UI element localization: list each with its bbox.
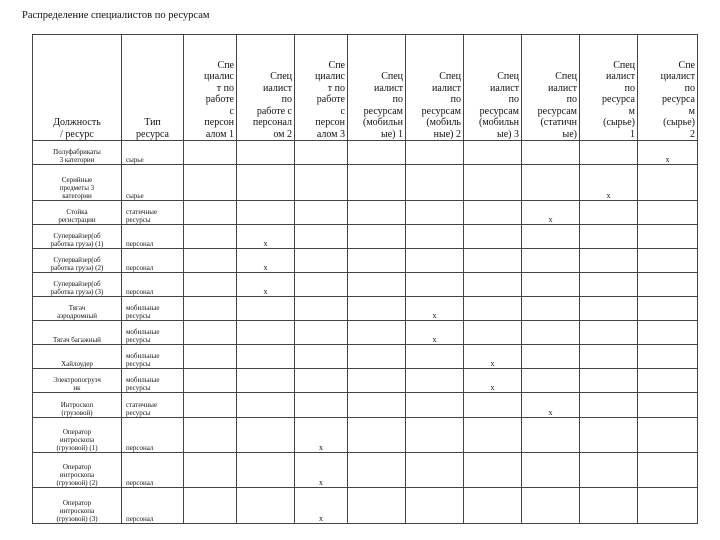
table-row	[33, 488, 698, 524]
document-title: Распределение специалистов по ресурсам	[22, 10, 210, 21]
empty-cell	[580, 417, 638, 452]
empty-cell	[580, 200, 638, 224]
empty-cell	[184, 369, 237, 393]
empty-cell	[464, 272, 522, 296]
empty-cell	[295, 297, 348, 321]
empty-cell	[237, 369, 295, 393]
column-header-5: Спец иалист по ресурсам (мобильн ые) 1	[348, 35, 406, 141]
position-cell: Электропогрузч ик	[33, 369, 122, 393]
empty-cell	[237, 141, 295, 165]
table-row	[33, 393, 698, 417]
empty-cell	[638, 165, 698, 200]
empty-cell	[237, 417, 295, 452]
resource-type-cell: персонал	[122, 248, 184, 272]
table-row	[33, 248, 698, 272]
empty-cell	[184, 488, 237, 524]
table-row	[33, 272, 698, 296]
empty-cell	[522, 321, 580, 345]
assignment-mark: x	[580, 165, 638, 200]
empty-cell	[295, 224, 348, 248]
empty-cell	[638, 272, 698, 296]
table-row	[33, 200, 698, 224]
empty-cell	[522, 297, 580, 321]
empty-cell	[348, 453, 406, 488]
empty-cell	[184, 417, 237, 452]
empty-cell	[184, 224, 237, 248]
empty-cell	[237, 165, 295, 200]
empty-cell	[464, 321, 522, 345]
assignment-mark: x	[237, 272, 295, 296]
resource-type-cell: персонал	[122, 488, 184, 524]
empty-cell	[237, 321, 295, 345]
position-cell: Супервайзер(об работка груза) (2)	[33, 248, 122, 272]
empty-cell	[184, 248, 237, 272]
empty-cell	[580, 297, 638, 321]
table-row	[33, 321, 698, 345]
empty-cell	[464, 297, 522, 321]
empty-cell	[237, 393, 295, 417]
empty-cell	[406, 393, 464, 417]
column-header-1: Тип ресурса	[122, 35, 184, 141]
assignment-mark: x	[522, 393, 580, 417]
empty-cell	[348, 321, 406, 345]
table-row	[33, 165, 698, 200]
empty-cell	[237, 297, 295, 321]
position-cell: Хайлоудер	[33, 345, 122, 369]
empty-cell	[580, 272, 638, 296]
empty-cell	[406, 165, 464, 200]
empty-cell	[580, 453, 638, 488]
empty-cell	[522, 453, 580, 488]
table-header-row	[33, 35, 698, 141]
assignment-mark: x	[295, 453, 348, 488]
position-cell: Оператор интроскопа (грузовой) (1)	[33, 417, 122, 452]
empty-cell	[464, 393, 522, 417]
empty-cell	[295, 272, 348, 296]
position-cell: Оператор интроскопа (грузовой) (2)	[33, 453, 122, 488]
empty-cell	[348, 248, 406, 272]
assignment-mark: x	[522, 200, 580, 224]
empty-cell	[464, 200, 522, 224]
resource-type-cell: персонал	[122, 224, 184, 248]
position-cell: Полуфабрикаты 3 категории	[33, 141, 122, 165]
resource-type-cell: мобильные ресурсы	[122, 369, 184, 393]
empty-cell	[348, 165, 406, 200]
empty-cell	[237, 453, 295, 488]
empty-cell	[638, 248, 698, 272]
empty-cell	[348, 141, 406, 165]
assignment-mark: x	[295, 417, 348, 452]
column-header-7: Спец иалист по ресурсам (мобильн ые) 3	[464, 35, 522, 141]
table-row	[33, 453, 698, 488]
empty-cell	[406, 453, 464, 488]
empty-cell	[237, 488, 295, 524]
resource-type-cell: персонал	[122, 453, 184, 488]
position-cell: Стойка регистрации	[33, 200, 122, 224]
empty-cell	[580, 141, 638, 165]
empty-cell	[464, 141, 522, 165]
empty-cell	[184, 297, 237, 321]
table-body	[33, 141, 698, 524]
resource-type-cell: мобильные ресурсы	[122, 345, 184, 369]
empty-cell	[406, 369, 464, 393]
empty-cell	[464, 453, 522, 488]
table-row	[33, 369, 698, 393]
empty-cell	[522, 165, 580, 200]
empty-cell	[406, 224, 464, 248]
empty-cell	[638, 369, 698, 393]
empty-cell	[522, 272, 580, 296]
empty-cell	[184, 393, 237, 417]
empty-cell	[580, 345, 638, 369]
empty-cell	[184, 345, 237, 369]
position-cell: Супервайзер(об работка груза) (1)	[33, 224, 122, 248]
empty-cell	[295, 393, 348, 417]
empty-cell	[184, 272, 237, 296]
resource-type-cell: мобильные ресурсы	[122, 297, 184, 321]
empty-cell	[464, 165, 522, 200]
assignment-mark: x	[638, 141, 698, 165]
assignment-mark: x	[464, 369, 522, 393]
empty-cell	[638, 417, 698, 452]
empty-cell	[295, 248, 348, 272]
empty-cell	[522, 488, 580, 524]
empty-cell	[295, 345, 348, 369]
column-header-8: Спец иалист по ресурсам (статичн ые)	[522, 35, 580, 141]
empty-cell	[638, 488, 698, 524]
empty-cell	[464, 417, 522, 452]
table-row	[33, 345, 698, 369]
empty-cell	[348, 345, 406, 369]
empty-cell	[406, 488, 464, 524]
column-header-3: Спец иалист по работе с персонал ом 2	[237, 35, 295, 141]
position-cell: Интроскоп (грузовой)	[33, 393, 122, 417]
empty-cell	[638, 345, 698, 369]
empty-cell	[406, 200, 464, 224]
resource-type-cell: персонал	[122, 272, 184, 296]
table-row	[33, 141, 698, 165]
empty-cell	[184, 165, 237, 200]
empty-cell	[406, 141, 464, 165]
empty-cell	[406, 272, 464, 296]
empty-cell	[464, 248, 522, 272]
assignment-mark: x	[295, 488, 348, 524]
empty-cell	[348, 393, 406, 417]
empty-cell	[348, 297, 406, 321]
empty-cell	[464, 224, 522, 248]
assignment-mark: x	[237, 248, 295, 272]
empty-cell	[348, 488, 406, 524]
empty-cell	[522, 417, 580, 452]
empty-cell	[406, 248, 464, 272]
empty-cell	[348, 224, 406, 248]
empty-cell	[464, 488, 522, 524]
empty-cell	[638, 453, 698, 488]
table-row	[33, 417, 698, 452]
empty-cell	[638, 224, 698, 248]
resource-type-cell: статичные ресурсы	[122, 200, 184, 224]
empty-cell	[237, 345, 295, 369]
resource-type-cell: статичные ресурсы	[122, 393, 184, 417]
empty-cell	[580, 321, 638, 345]
assignment-mark: x	[406, 297, 464, 321]
empty-cell	[348, 417, 406, 452]
empty-cell	[580, 224, 638, 248]
resource-allocation-table	[32, 34, 698, 524]
empty-cell	[295, 141, 348, 165]
empty-cell	[522, 141, 580, 165]
empty-cell	[295, 321, 348, 345]
assignment-mark: x	[237, 224, 295, 248]
empty-cell	[295, 200, 348, 224]
empty-cell	[522, 369, 580, 393]
position-cell: Серийные предметы 3 категории	[33, 165, 122, 200]
empty-cell	[348, 369, 406, 393]
assignment-mark: x	[464, 345, 522, 369]
empty-cell	[237, 200, 295, 224]
empty-cell	[580, 248, 638, 272]
empty-cell	[580, 488, 638, 524]
empty-cell	[638, 321, 698, 345]
empty-cell	[522, 248, 580, 272]
column-header-0: Должность / ресурс	[33, 35, 122, 141]
empty-cell	[638, 393, 698, 417]
resource-type-cell: сырье	[122, 141, 184, 165]
empty-cell	[638, 200, 698, 224]
position-cell: Тягач багажный	[33, 321, 122, 345]
empty-cell	[522, 345, 580, 369]
column-header-4: Спе циалис т по работе с персон алом 3	[295, 35, 348, 141]
empty-cell	[348, 200, 406, 224]
position-cell: Оператор интроскопа (грузовой) (3)	[33, 488, 122, 524]
resource-type-cell: сырье	[122, 165, 184, 200]
empty-cell	[638, 297, 698, 321]
assignment-mark: x	[406, 321, 464, 345]
empty-cell	[184, 200, 237, 224]
empty-cell	[580, 369, 638, 393]
position-cell: Супервайзер(об работка груза) (3)	[33, 272, 122, 296]
empty-cell	[522, 224, 580, 248]
empty-cell	[406, 345, 464, 369]
table-row	[33, 224, 698, 248]
empty-cell	[184, 321, 237, 345]
empty-cell	[184, 453, 237, 488]
empty-cell	[184, 141, 237, 165]
position-cell: Тягач аэродромный	[33, 297, 122, 321]
empty-cell	[295, 369, 348, 393]
column-header-6: Спец иалист по ресурсам (мобиль ные) 2	[406, 35, 464, 141]
column-header-2: Спе циалис т по работе с персон алом 1	[184, 35, 237, 141]
empty-cell	[348, 272, 406, 296]
column-header-9: Спец иалист по ресурса м (сырье) 1	[580, 35, 638, 141]
column-header-10: Спе циалист по ресурса м (сырье) 2	[638, 35, 698, 141]
empty-cell	[580, 393, 638, 417]
resource-type-cell: персонал	[122, 417, 184, 452]
resource-type-cell: мобильные ресурсы	[122, 321, 184, 345]
empty-cell	[295, 165, 348, 200]
empty-cell	[406, 417, 464, 452]
table-row	[33, 297, 698, 321]
